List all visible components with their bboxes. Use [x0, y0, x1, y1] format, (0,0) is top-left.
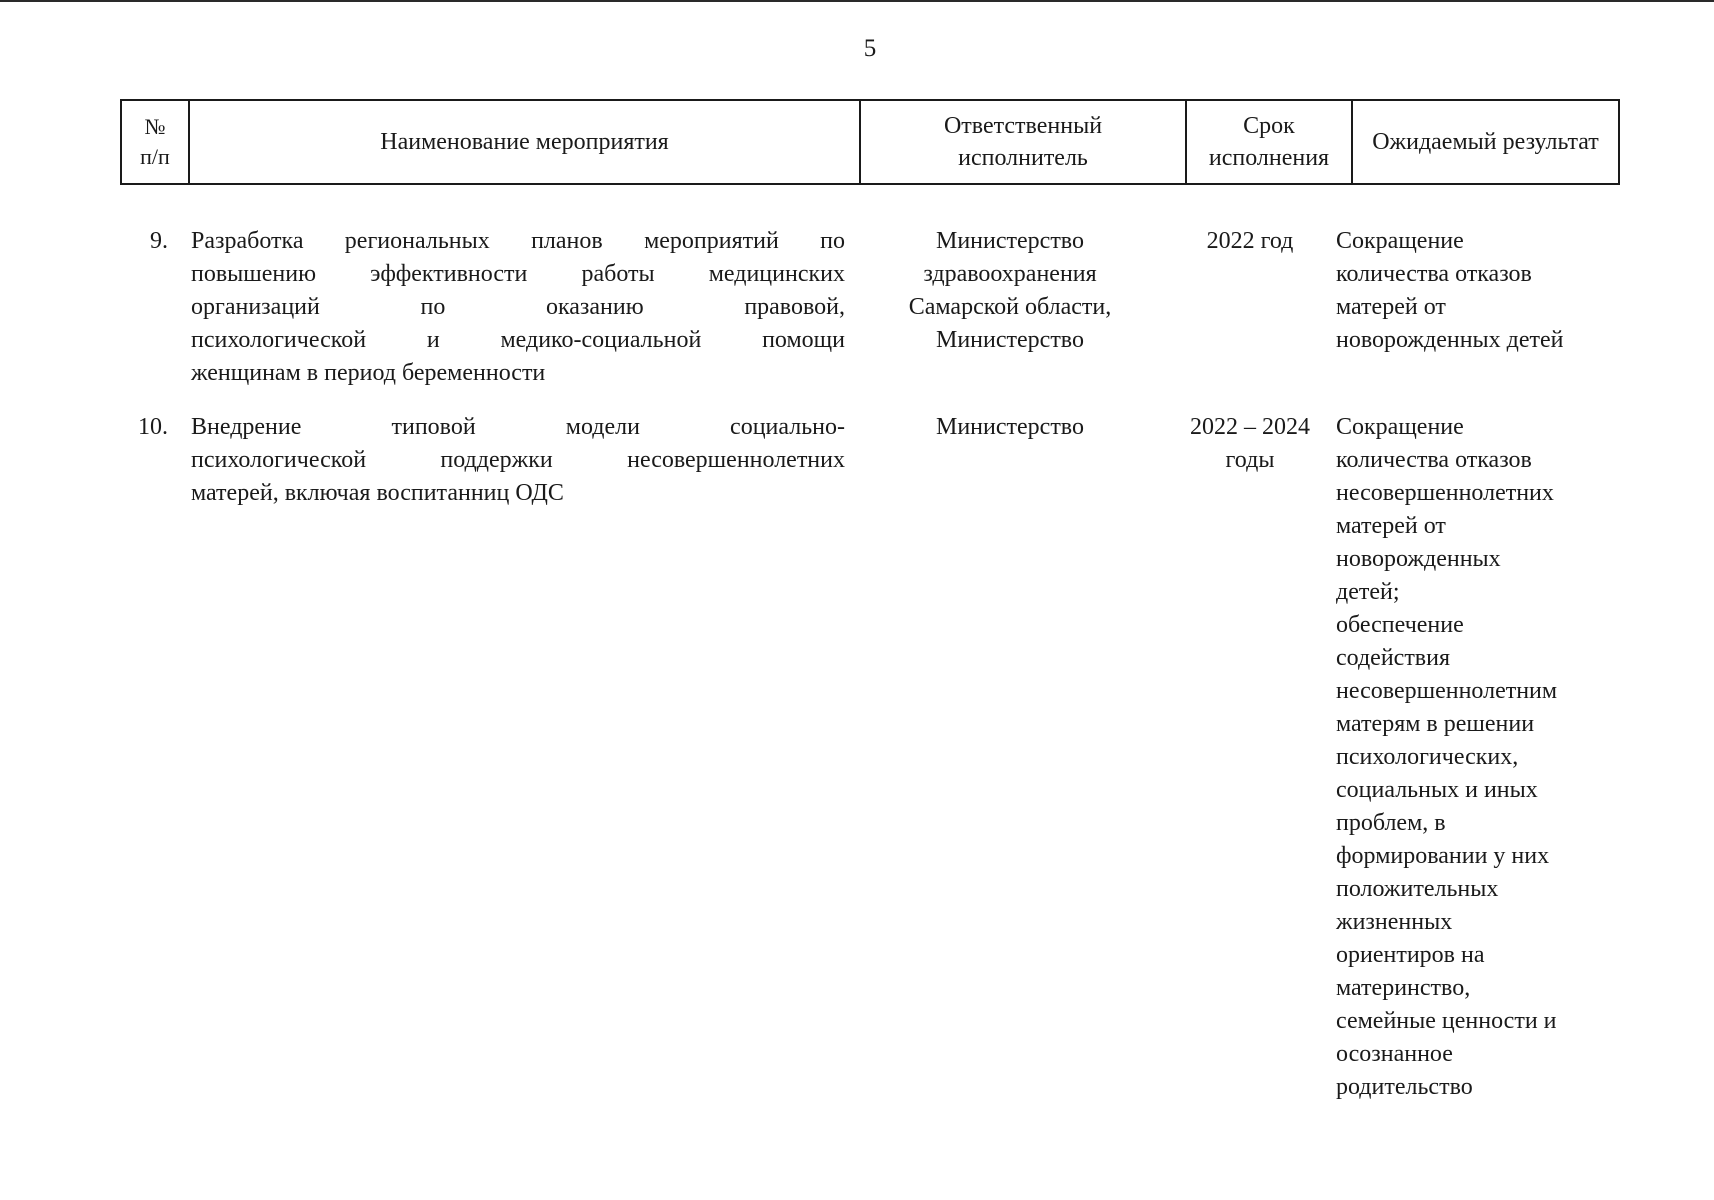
responsible-line: Самарской области,	[908, 294, 1112, 320]
responsible-line: Министерство	[936, 228, 1084, 254]
result-line: Сокращение	[1336, 228, 1464, 254]
activity-name-line: Разработка региональных планов мероприятий по	[191, 228, 845, 254]
execution-term	[1170, 225, 1330, 258]
activity-name	[191, 411, 845, 510]
activity-name-line: психологической и медико-социальной помощи	[191, 327, 845, 353]
header-term-line: Срок	[1243, 113, 1295, 139]
result-line: новорожденных детей	[1336, 327, 1564, 353]
result-line: количества отказов	[1336, 447, 1532, 473]
header-num-line: №	[144, 114, 166, 139]
result-line: семейные ценности и	[1336, 1008, 1557, 1034]
activity-name-line: психологической поддержки несовершеннолетних	[191, 447, 845, 473]
header-num-line: п/п	[140, 144, 170, 169]
activity-name-line: повышению эффективности работы медицинских	[191, 261, 845, 287]
result-line: жизненных	[1336, 909, 1453, 935]
responsible-line: здравоохранения	[923, 261, 1097, 287]
result-line: несовершеннолетних	[1336, 480, 1554, 506]
result-line: ориентиров на	[1336, 942, 1485, 968]
header-name: Наименование мероприятия	[189, 100, 860, 184]
header-term	[1186, 100, 1352, 184]
responsible-line: Министерство	[936, 327, 1084, 353]
result-line: психологических,	[1336, 744, 1519, 770]
responsible-line: Министерство	[936, 414, 1084, 440]
activity-name-line: матерей, включая воспитанниц ОДС	[191, 480, 564, 506]
header-row	[121, 100, 1619, 184]
header-result: Ожидаемый результат	[1352, 100, 1619, 184]
activity-name-line: женщинам в период беременности	[191, 360, 546, 386]
result-line: осознанное	[1336, 1041, 1453, 1067]
result-line: матерей от	[1336, 513, 1446, 539]
top-border-rule	[0, 0, 1714, 2]
result-line: несовершеннолетним	[1336, 678, 1558, 704]
result-line: родительство	[1336, 1074, 1473, 1100]
result-line: детей;	[1336, 579, 1400, 605]
activity-name	[191, 225, 845, 390]
row-number: 9.	[150, 228, 168, 254]
header-responsible	[860, 100, 1186, 184]
header-responsible-line: Ответственный	[943, 113, 1103, 139]
result-line: проблем, в	[1336, 810, 1446, 836]
activity-name-line: организаций по оказанию правовой,	[191, 294, 845, 320]
result-line: Сокращение	[1336, 414, 1464, 440]
result-line: новорожденных	[1336, 546, 1501, 572]
responsible-executor	[850, 225, 1170, 357]
responsible-executor	[850, 411, 1170, 444]
header-num	[121, 100, 189, 184]
row-number: 10.	[138, 414, 168, 440]
term-line: 2022 – 2024	[1190, 414, 1310, 440]
activity-name-line: Внедрение типовой модели социально-	[191, 414, 845, 440]
table-header	[120, 99, 1620, 185]
execution-term	[1170, 411, 1330, 477]
result-line: матерей от	[1336, 294, 1446, 320]
header-responsible-line: исполнитель	[958, 145, 1088, 171]
header-term-line: исполнения	[1208, 145, 1330, 171]
expected-result	[1336, 225, 1616, 357]
result-line: положительных	[1336, 876, 1499, 902]
result-line: социальных и иных	[1336, 777, 1538, 803]
result-line: обеспечение	[1336, 612, 1464, 638]
result-line: количества отказов	[1336, 261, 1532, 287]
result-line: материнство,	[1336, 975, 1471, 1001]
term-line: годы	[1225, 447, 1275, 473]
result-line: формировании у них	[1336, 843, 1550, 869]
page-number: 5	[863, 35, 877, 62]
expected-result	[1336, 411, 1616, 1104]
result-line: содействия	[1336, 645, 1451, 671]
term-line: 2022 год	[1206, 228, 1294, 254]
result-line: матерям в решении	[1336, 711, 1535, 737]
